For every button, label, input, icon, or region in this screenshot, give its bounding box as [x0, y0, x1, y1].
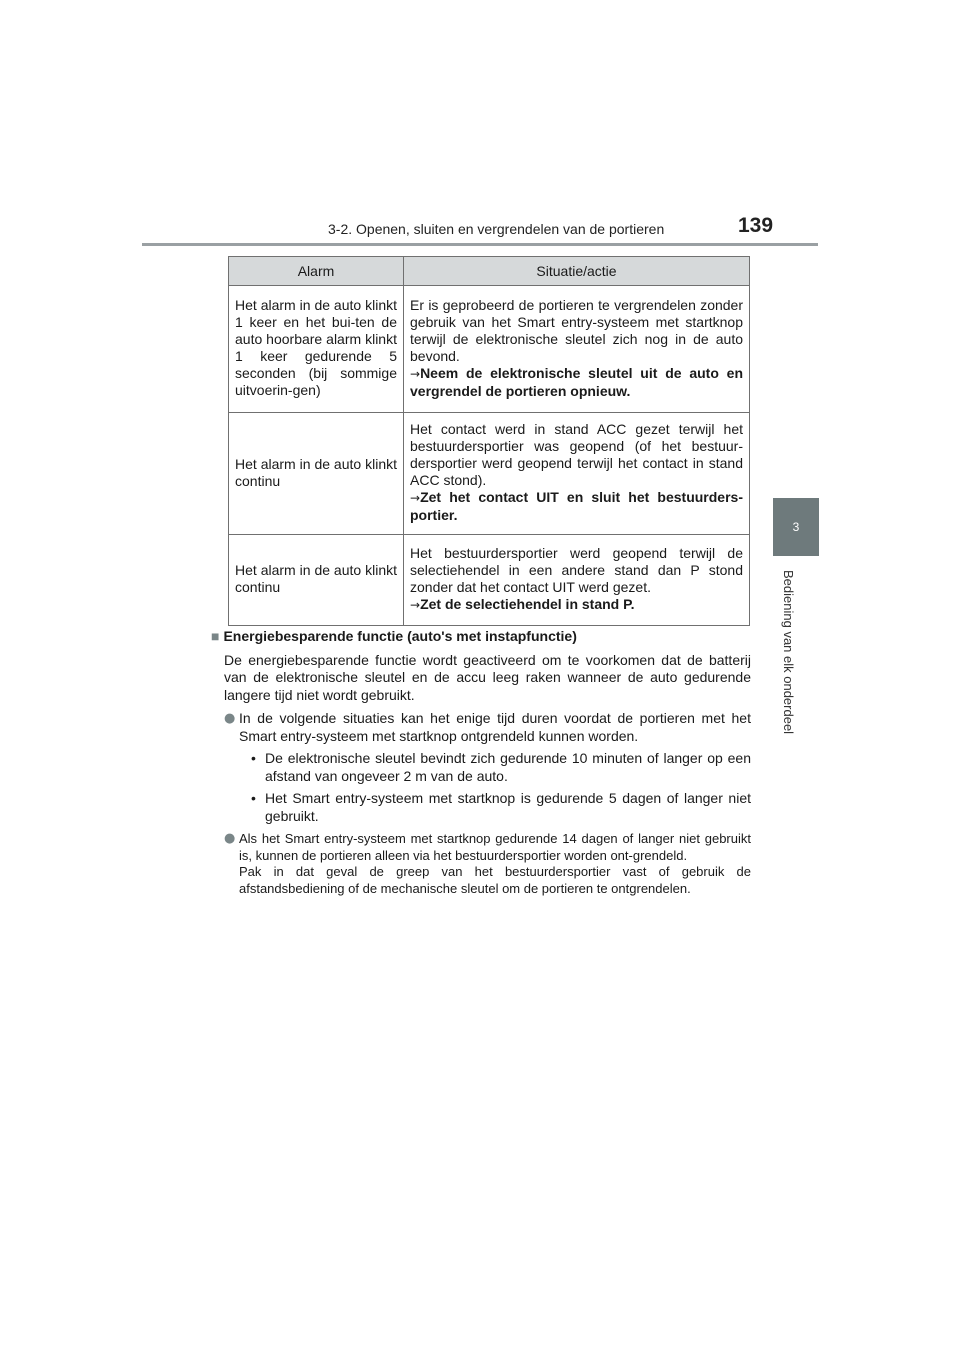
chapter-number: 3 [792, 520, 800, 534]
column-header-alarm: Alarm [229, 257, 404, 286]
situation-text: Het contact werd in stand ACC gezet terwijl het bestuurdersportier was geopend (of het bestuur-dersportier werd geopend terwijl het contact in stand ACC stond). [410, 421, 743, 488]
list-item [224, 831, 751, 897]
dot-bullet-icon: • [251, 790, 256, 806]
arrow-icon: → [410, 597, 421, 612]
situation-cell [404, 535, 750, 626]
alarm-table [228, 256, 750, 626]
bullet-text: In de volgende situaties kan het enige tijd duren voordat de portieren met het Smart entry-systeem met startknop ontgrendeld kunnen worden. [239, 710, 751, 744]
section-heading [211, 628, 751, 646]
column-header-situation: Situatie/actie [404, 257, 750, 286]
situation-text: Er is geprobeerd de portieren te vergrendelen zonder gebruik van het Smart entry-systeem met startknop terwijl de elektronische sleutel zich nog in de auto bevond. [410, 296, 743, 364]
bullet-text: Als het Smart entry-systeem met startknop gedurende 14 dagen of langer niet gebruikt is, kunnen de portieren alleen via het bestuurdersportier worden ont-grendeld. [239, 831, 751, 863]
sub-item-text: De elektronische sleutel bevindt zich gedurende 10 minuten of langer op een afstand van ongeveer 2 m van de auto. [265, 750, 751, 784]
section-title: 3-2. Openen, sluiten en vergrendelen van de portieren [328, 221, 665, 237]
alarm-cell: Het alarm in de auto klinkt continu [229, 413, 404, 535]
circle-bullet-icon: ● [224, 711, 236, 726]
action-text: Zet de selectiehendel in stand P. [420, 595, 635, 612]
situation-cell [404, 413, 750, 535]
action-text: Zet het contact UIT en sluit het bestuurders-portier. [410, 489, 743, 523]
table-row [229, 535, 750, 626]
chapter-label: Bediening van elk onderdeel [781, 570, 796, 735]
square-bullet-icon: ■ [211, 628, 220, 644]
circle-bullet-icon: ● [224, 831, 236, 846]
situation-cell [404, 286, 750, 413]
bullet-continuation: Pak in dat geval de greep van het bestuurdersportier vast of gebruik de afstandsbediening of de mechanische sleutel om de portieren te ontgrendelen. [239, 864, 751, 896]
header-divider [142, 243, 818, 246]
action-text: Neem de elektronische sleutel uit de auto en vergrendel de portieren opnieuw. [410, 364, 743, 399]
page-number: 139 [738, 214, 774, 237]
dot-bullet-icon: • [251, 750, 256, 766]
alarm-cell: Het alarm in de auto klinkt 1 keer en het bui-ten de auto hoorbare alarm klinkt 1 keer gedurende 5 seconden (bij sommige uitvoerin-gen) [229, 286, 404, 413]
sub-list-item [249, 790, 751, 825]
energy-saving-section [211, 628, 751, 897]
alarm-cell: Het alarm in de auto klinkt continu [229, 535, 404, 626]
chapter-tab [773, 498, 819, 556]
intro-paragraph: De energiebesparende functie wordt geactiveerd om te voorkomen dat de batterij van de elektronische sleutel en de accu leeg raken wanneer de auto gedurende langere tijd niet wordt gebruikt. [224, 651, 751, 703]
arrow-icon: → [410, 491, 421, 505]
section-heading-text: Energiebesparende functie (auto's met instapfunctie) [223, 628, 577, 644]
arrow-icon: → [410, 366, 421, 381]
situation-text: Het bestuurdersportier werd geopend terwijl de selectiehendel in een andere stand dan P stond zonder dat het contact UIT werd gezet. [410, 544, 743, 595]
table-header-row [229, 257, 750, 286]
sub-list-item [249, 750, 751, 785]
table-row [229, 286, 750, 413]
table-row [229, 413, 750, 535]
list-item [224, 710, 751, 745]
sub-item-text: Het Smart entry-systeem met startknop is gedurende 5 dagen of langer niet gebruikt. [265, 790, 751, 824]
